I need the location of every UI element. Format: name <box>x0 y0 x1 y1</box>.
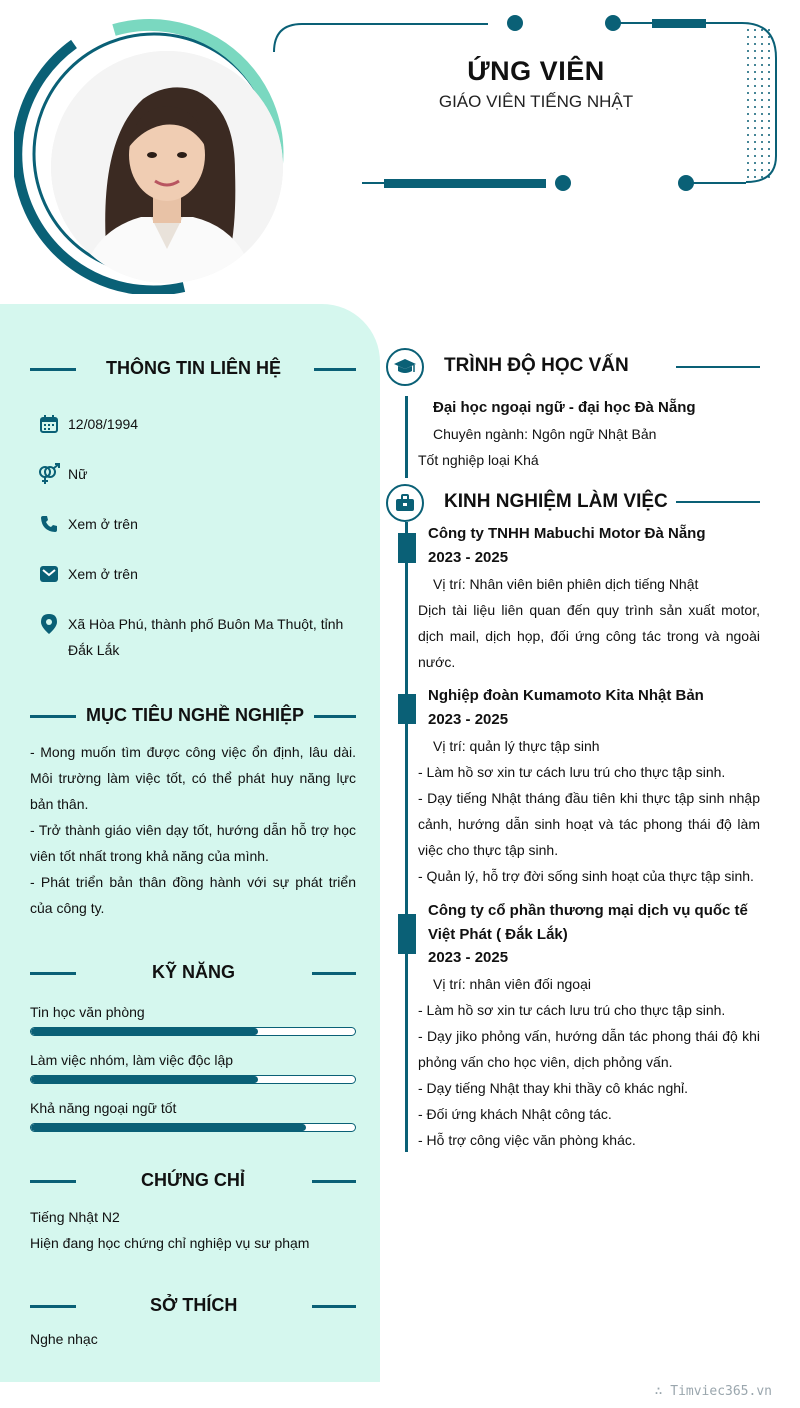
divider <box>676 366 760 368</box>
divider <box>312 972 356 975</box>
timeline-line <box>405 522 408 1152</box>
skill-bar <box>30 1027 356 1036</box>
avatar <box>51 51 283 283</box>
contact-item-phone: Xem ở trên <box>36 511 366 537</box>
timeline-marker <box>398 914 416 954</box>
objective-text: - Mong muốn tìm được công việc ổn định, lâu dài. Môi trường làm việc tốt, có thể phát huy năng lực bản thân. - Trở thành giáo viên dạy tốt, hướng dẫn hỗ trợ học viên tốt nhất trong khả năng của mình. - Phát triển bản thân đồng hành với sự phát triển của công ty. <box>30 744 356 916</box>
divider <box>30 1180 76 1183</box>
divider <box>312 1305 356 1308</box>
watermark: ∴ Timviec365.vn <box>654 1384 772 1399</box>
school-name: Đại học ngoại ngữ - đại học Đà Nẵng <box>433 399 696 416</box>
graduation-cap-icon <box>386 348 424 386</box>
skill-bar-fill <box>31 1028 258 1035</box>
objective-title: MỤC TIÊU NGHỀ NGHIỆP <box>86 705 305 725</box>
job-position: Vị trí: Nhân viên biên phiên dịch tiếng Nhật <box>433 576 699 592</box>
contact-item-email: Xem ở trên <box>36 561 366 587</box>
job-period: 2023 - 2025 <box>428 949 509 966</box>
timeline-line <box>405 396 408 478</box>
skill-bar <box>30 1123 356 1132</box>
divider <box>30 972 76 975</box>
candidate-role: GIÁO VIÊN TIẾNG NHẬT <box>438 92 634 111</box>
divider <box>30 368 76 371</box>
contact-title: THÔNG TIN LIÊN HỆ <box>106 358 281 378</box>
job-period: 2023 - 2025 <box>428 549 509 566</box>
skill-name: Khả năng ngoại ngữ tốt <box>30 1100 177 1116</box>
skill-bar-fill <box>31 1076 258 1083</box>
email-icon <box>36 561 62 587</box>
contact-item-gender: Nữ <box>36 461 366 487</box>
certificates-title: CHỨNG CHỈ <box>141 1170 245 1190</box>
job-details: - Làm hồ sơ xin tư cách lưu trú cho thực tập sinh. - Dạy tiếng Nhật tháng đầu tiên khi thực tập sinh nhập cảnh, hướng dẫn sinh hoạt và tác phong thái độ làm việc cho thực tập sinh. - Quản lý, hỗ trợ đời sống sinh hoạt của thực tập sinh. <box>418 764 760 884</box>
skill-name: Tin học văn phòng <box>30 1004 145 1020</box>
phone-icon <box>36 511 62 537</box>
divider <box>314 715 356 718</box>
briefcase-icon <box>386 484 424 522</box>
contact-item-birthday: 12/08/1994 <box>36 411 366 437</box>
contact-item-address: Xã Hòa Phú, thành phố Buôn Ma Thuột, tỉnh Đắk Lắk <box>36 611 366 663</box>
timeline-marker <box>398 694 416 724</box>
major: Chuyên ngành: Ngôn ngữ Nhật Bản <box>433 426 657 442</box>
divider <box>676 501 760 503</box>
gender-icon <box>36 461 62 487</box>
calendar-icon <box>36 411 62 437</box>
skill-bar-fill <box>31 1124 306 1131</box>
hobbies-title: SỞ THÍCH <box>150 1295 238 1315</box>
job-company: Công ty cổ phần thương mại dịch vụ quốc tế Việt Phát ( Đắk Lắk) <box>428 902 748 943</box>
skill-name: Làm việc nhóm, làm việc độc lập <box>30 1052 234 1068</box>
divider <box>312 1180 356 1183</box>
graduation-result: Tốt nghiệp loại Khá <box>418 452 539 468</box>
education-title: TRÌNH ĐỘ HỌC VẤN <box>444 355 629 376</box>
candidate-name: ỨNG VIÊN <box>467 56 605 86</box>
skills-title: KỸ NĂNG <box>152 962 236 982</box>
job-company: Nghiệp đoàn Kumamoto Kita Nhật Bản <box>428 687 704 704</box>
divider <box>30 715 76 718</box>
experience-title: KINH NGHIỆM LÀM VIỆC <box>444 491 668 512</box>
avatar-frame <box>14 14 294 294</box>
hobbies-list: Nghe nhạc <box>30 1331 98 1347</box>
job-details: - Làm hồ sơ xin tư cách lưu trú cho thực tập sinh. - Dạy jiko phỏng vấn, hướng dẫn tác phong thái độ khi phỏng vấn cho học viên, dịch phỏng vấn. - Dạy tiếng Nhật thay khi thầy cô khác nghỉ. - Đối ứng khách Nhật công tác. - Hỗ trợ công việc văn phòng khác. <box>418 1002 760 1148</box>
location-icon <box>36 611 62 637</box>
timeline-marker <box>398 533 416 563</box>
job-position: Vị trí: nhân viên đối ngoại <box>433 976 591 992</box>
job-company: Công ty TNHH Mabuchi Motor Đà Nẵng <box>428 525 706 542</box>
job-details: Dịch tài liệu liên quan đến quy trình sản xuất motor, dịch mail, dịch họp, đối ứng công tác trong và ngoài nước. <box>418 602 760 670</box>
job-position: Vị trí: quản lý thực tập sinh <box>433 738 600 754</box>
job-period: 2023 - 2025 <box>428 711 509 728</box>
divider <box>30 1305 76 1308</box>
skill-bar <box>30 1075 356 1084</box>
divider <box>314 368 356 371</box>
certificates-list: Tiếng Nhật N2 Hiện đang học chứng chỉ nghiệp vụ sư phạm <box>30 1209 310 1251</box>
